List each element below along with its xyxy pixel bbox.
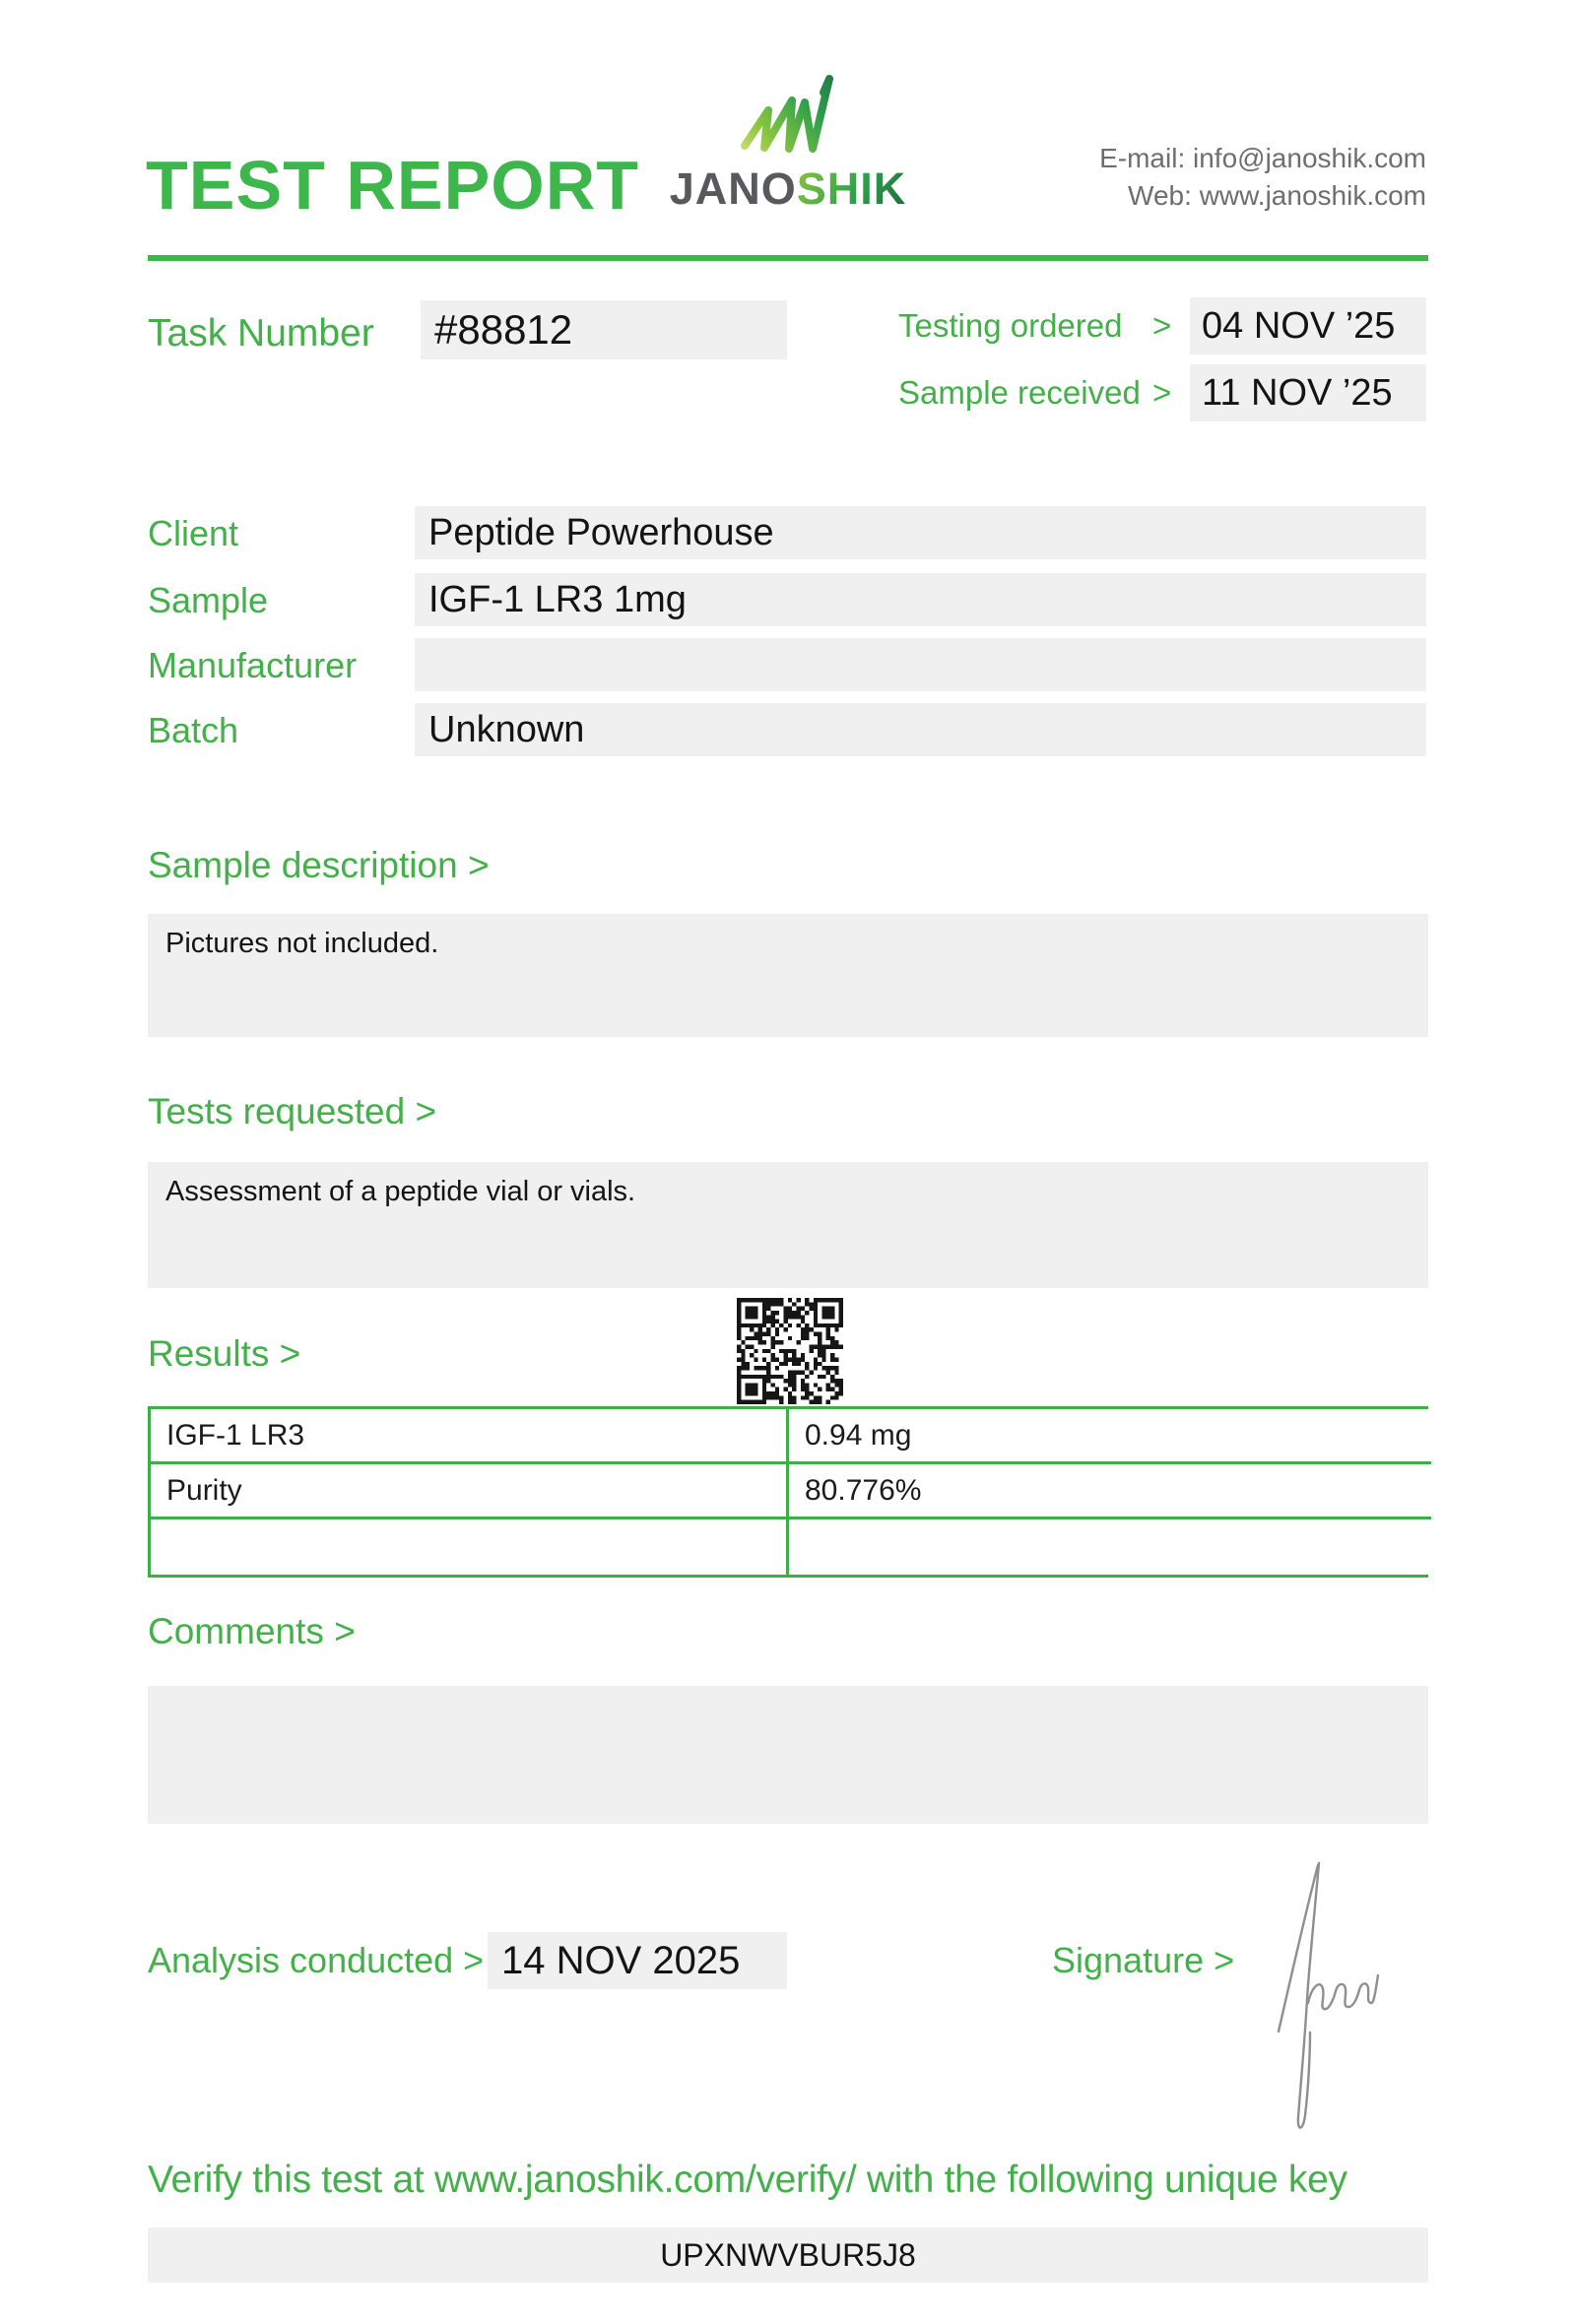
contact-email-label: E-mail: xyxy=(1099,143,1186,173)
tests-requested-text: Assessment of a peptide vial or vials. xyxy=(165,1176,636,1207)
result-value-cell: 80.776% xyxy=(789,1464,1431,1519)
header-divider xyxy=(148,255,1428,261)
contact-web xyxy=(1099,177,1426,215)
sample-field xyxy=(415,573,1426,626)
qr-code xyxy=(737,1298,843,1404)
client-field xyxy=(415,506,1426,559)
sample-description-text: Pictures not included. xyxy=(165,928,439,959)
analysis-conducted-label: Analysis conducted > xyxy=(148,1940,485,1980)
batch-value: Unknown xyxy=(428,708,585,750)
results-table xyxy=(148,1406,1428,1578)
sample-description-heading: Sample description > xyxy=(148,845,490,885)
analysis-conducted-field xyxy=(488,1932,787,1989)
sample-received-field xyxy=(1190,364,1426,421)
result-value-cell xyxy=(789,1519,1431,1575)
testing-ordered-value: 04 NOV ’25 xyxy=(1202,304,1396,347)
contact-email-value: info@janoshik.com xyxy=(1193,143,1426,173)
signature-label: Signature > xyxy=(1052,1940,1235,1980)
result-value-cell: 0.94 mg xyxy=(789,1409,1431,1464)
page-title: TEST REPORT xyxy=(146,147,640,224)
sample-description-box xyxy=(148,914,1428,1037)
verify-key-box xyxy=(148,2227,1428,2283)
results-heading: Results > xyxy=(148,1333,301,1374)
testing-ordered-label: Testing ordered xyxy=(898,307,1123,344)
task-number-value: #88812 xyxy=(434,306,573,353)
signature-image xyxy=(1267,1849,1380,2135)
contact-web-value: www.janoshik.com xyxy=(1199,180,1426,211)
comments-box xyxy=(148,1686,1428,1824)
verify-text: Verify this test at www.janoshik.com/verify/ with the following unique key xyxy=(148,2159,1347,2201)
contact-web-label: Web: xyxy=(1128,180,1192,211)
batch-field xyxy=(415,703,1426,756)
batch-label: Batch xyxy=(148,710,239,750)
sample-received-label: Sample received xyxy=(898,374,1141,411)
result-name-cell xyxy=(151,1519,789,1575)
sample-value: IGF-1 LR3 1mg xyxy=(428,578,687,620)
tests-requested-heading: Tests requested > xyxy=(148,1091,437,1131)
client-value: Peptide Powerhouse xyxy=(428,511,774,553)
trend-chart-icon xyxy=(731,65,849,160)
task-number-label: Task Number xyxy=(148,312,374,355)
sample-received-value: 11 NOV ’25 xyxy=(1202,371,1393,414)
contact-email xyxy=(1099,140,1426,177)
logo-text-primary: JANO xyxy=(669,163,797,214)
task-number-field xyxy=(421,300,787,359)
analysis-conducted-value: 14 NOV 2025 xyxy=(501,1938,741,1982)
manufacturer-label: Manufacturer xyxy=(148,645,358,685)
testing-ordered-field xyxy=(1190,297,1426,355)
contact-block xyxy=(1099,140,1426,215)
sample-label: Sample xyxy=(148,580,269,620)
result-name-cell: Purity xyxy=(151,1464,789,1519)
verify-key-value: UPXNWVBUR5J8 xyxy=(660,2236,916,2273)
sample-received-arrow: > xyxy=(1152,374,1172,411)
comments-text xyxy=(148,1686,165,1700)
logo-text-secondary: SHIK xyxy=(796,163,907,214)
testing-ordered-arrow: > xyxy=(1152,307,1172,344)
comments-heading: Comments > xyxy=(148,1611,356,1651)
client-label: Client xyxy=(148,513,239,553)
manufacturer-field xyxy=(415,638,1426,691)
logo-wordmark xyxy=(630,163,946,215)
result-name-cell: IGF-1 LR3 xyxy=(151,1409,789,1464)
tests-requested-box xyxy=(148,1162,1428,1288)
